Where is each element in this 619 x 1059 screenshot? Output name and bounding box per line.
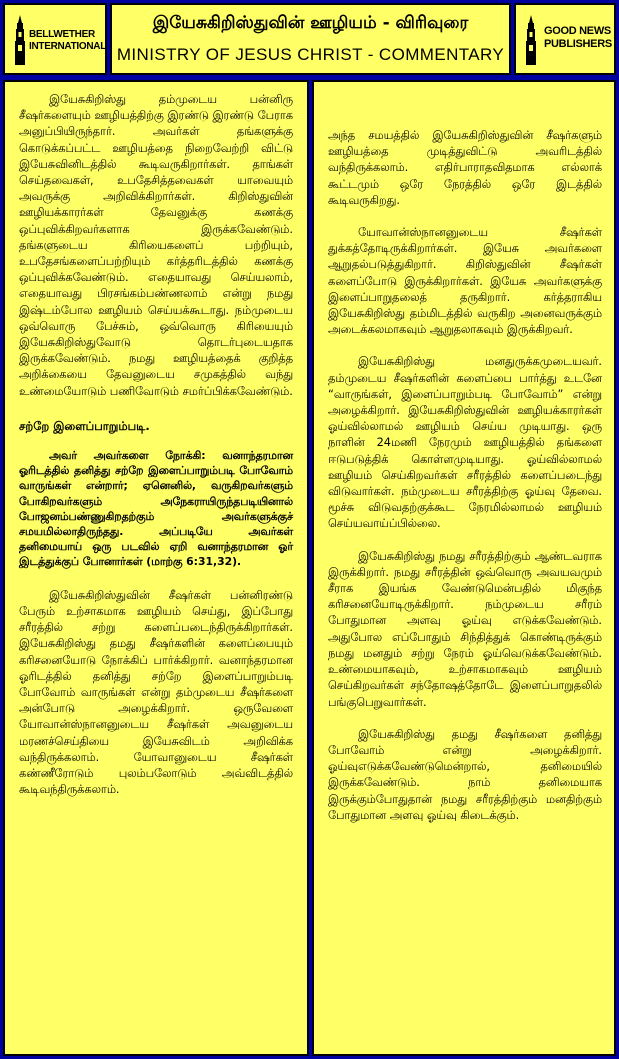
page-title-tamil: இயேசுகிறிஸ்துவின் ஊழியம் - விரிவுரை [152,13,469,33]
right-column [312,80,616,1056]
page-title-english: MINISTRY OF JESUS CHRIST - COMMENTARY [116,45,505,64]
paragraph: இயேசுகிறிஸ்து தம்முடைய பன்னிரு சீஷர்களையும் ஊழியத்திற்கு இரண்டு இரண்டு பேராக அனுப்பியிருந்தார். அவர்கள் தங்களுக்கு கொடுக்கப்பட்ட ஊழியத்தை நிறைவேற்றி விட்டு இயேசுவினிடத்தில் கூடிவருகிறார்கள். தாங்கள் செய்தவைகள், உபதேசித்தவைகள் யாவையும் அவருக்கு அறிவிக்கிறார்கள். கிறிஸ்துவின் ஊழியக்காரர்கள் தேவனுக்கு கணக்கு ஒப்புவிக்கிறவர்களாக இருக்கவேண்டும். தங்களுடைய கிரியைகளைப் பற்றியும், உபதேசங்களைப்பற்றியும் கர்த்தரிடத்தில் கணக்கு ஒப்புவிக்கவேண்டும். எதையாவது செய்யலாம், எதையாவது பிரசங்கம்பண்ணலாம் என்று நமது இஷ்டம்போல ஊழியம் செய்யக்கூடாது. நம்முடைய ஒவ்வொரு பேச்சும், ஒவ்வொரு கிரியையும் இயேசுகிறிஸ்துவோடு தொடர்புடையதாக இருக்கவேண்டும். நமது ஊழியத்தைக் குறித்த அறிக்கையை தேவனுடைய சமுகத்தில் வந்து உண்மையோடும் பணிவோடும் சமர்ப்பிக்கவேண்டும். [19,93,293,398]
logo-line-2: PUBLISHERS [544,38,612,50]
scripture-quote: அவர் அவர்களை நோக்கி: வனாந்தரமான ஓரிடத்தில் தனித்து சற்றே இளைப்பாறும்படி போவோம் வாருங்கள் என்றார்; ஏனெனில், வருகிறவர்களும் போகிறவர்களும் அநேகராயிருந்தபடியினால் போஜனம்பண்ணுகிறதற்கும் அவர்களுக்குச் சமயமில்லாதிருந்தது. அப்படியே அவர்கள் தனிமையாய் ஒரு படவில் ஏறி வனாந்தரமான ஓர் இடத்துக்குப் போனார்கள் (மாற்கு 6:31,32). [19,449,293,569]
title-box [110,3,511,75]
paragraph: யோவான்ஸ்நானனுடைய சீஷர்கள் துக்கத்தோடிருக்கிறார்கள். இயேசு அவர்களை ஆறுதல்படுத்துகிறார். கிறிஸ்துவின் சீஷர்கள் களைப்போடு இருக்கிறார்கள். இயேசு அவர்களுக்கு இளைப்பாறுதலைத் தருகிறார். கர்த்தராகிய இயேசுகிறிஸ்து தம்மிடத்தில் வருகிற அனைவருக்கும் அடைக்கலமாகவும் ஆறுதலாகவும் இருக்கிறவர். [328,226,602,337]
page-header [0,0,619,78]
bellwether-logo [11,15,107,67]
bell-tower-icon [13,15,27,65]
paragraph: இயேசுகிறிஸ்துவின் சீஷர்கள் பன்னிரண்டு பேரும் உற்சாகமாக ஊழியம் செய்து, இப்போது சரீரத்தில் சற்று களைப்படைந்திருக்கிறார்கள். இயேசுகிறிஸ்து தமது சீஷர்களின் களைப்பையும் கரிசனையோடு நோக்கிப் பார்க்கிறார். வனாந்தரமான ஓரிடத்தில் தனித்து சற்றே இளைப்பாறும்படி போவோம் வாருங்கள் என்று தம்முடைய சீஷர்களை அன்போடு அழைக்கிறார். ஒருவேளை யோவான்ஸ்நானனுடைய சீஷர்கள் அவனுடைய மரணச்செய்தியை இயேசுவிடம் அறிவிக்க வந்திருக்கலாம். யோவானுடைய சீஷர்கள் கண்ணீரோடும் புலம்பலோடும் அவ்விடத்தில் கூடிவந்திருக்கலாம். [19,588,293,797]
logo-line-1: GOOD NEWS [544,25,611,37]
paragraph: இயேசுகிறிஸ்து மனதுருக்கமுடையவர். தம்முடைய சீஷர்களின் களைப்பை பார்த்து உடனே “வாருங்கள், இளைப்பாறும்படி போவோம்” என்று அழைக்கிறார். இயேசுகிறிஸ்துவின் ஊழியக்காரர்கள் ஓய்வில்லாமல் ஊழியம் செய்ய முடியாது. ஒரு நாளின் 24மணி நேரமும் ஊழியத்தில் தங்களை ஈடுபடுத்திக் கொள்ளமுடியாது. ஓய்வில்லாமல் ஊழியம் செய்கிறவர்கள் சரீரத்தில் களைப்படைந்து விடுவார்கள். நம்முடைய சரீரத்திற்கு ஓய்வு தேவை. மூச்சு விடுவதற்குக்கூட நேரமில்லாமல் ஊழியம் செய்யவாய்ப்பில்லை. [328,355,602,531]
bellwether-logo-text [29,29,106,53]
paragraph: இயேசுகிறிஸ்து தமது சீஷர்களை தனித்து போவோம் என்று அழைக்கிறார். ஓய்வுஎடுக்கவேண்டுமென்றால், தனிமையில் இருக்கவேண்டும். நாம் தனிமையாக இருக்கும்போதுதான் நமது சரீரத்திற்கும் மனதிற்கும் போதுமான அளவு ஓய்வு கிடைக்கும். [328,727,602,822]
paragraph: இயேசுகிறிஸ்து நமது சரீரத்திற்கும் ஆண்டவராக இருக்கிறார். நமது சரீரத்தின் ஒவ்வொரு அவயவமும் சீராக இயங்க வேண்டுமென்பதில் மிகுந்த கரிசனையோடிருக்கிறார். நம்முடைய சரீரம் போதுமான அளவு ஓய்வு எடுக்கவேண்டும். அதுபோல எப்போதும் சிந்தித்துக் கொண்டிருக்கும் நமது மனதும் சற்று நேரம் ஓய்வெடுக்கவேண்டும். உண்மையாகவும், உற்சாகமாகவும் ஊழியம் செய்கிறவர்கள் சந்தோஷத்தோடே இளைப்பாறுதலில் பங்குபெறுவார்கள். [328,549,602,709]
bellwether-logo-box [3,3,107,75]
good-news-logo [522,15,614,67]
bell-tower-icon [524,15,538,65]
logo-line-1: BELLWETHER [29,29,95,40]
logo-line-2: INTERNATIONAL [29,41,107,52]
section-heading: சற்றே இளைப்பாறும்படி. [19,418,150,433]
paragraph: அந்த சமயத்தில் இயேசுகிறிஸ்துவின் சீஷர்களும் ஊழியத்தை முடித்துவிட்டு அவரிடத்தில் வந்திருக்கலாம். எதிர்பாராதவிதமாக எல்லாக் கூட்டமும் ஒரே நேரத்தில் ஒரே இடத்தில் கூடிவருகிறது. [328,129,602,207]
good-news-logo-box [514,3,616,75]
left-column [3,80,309,1056]
good-news-logo-text [544,25,612,51]
